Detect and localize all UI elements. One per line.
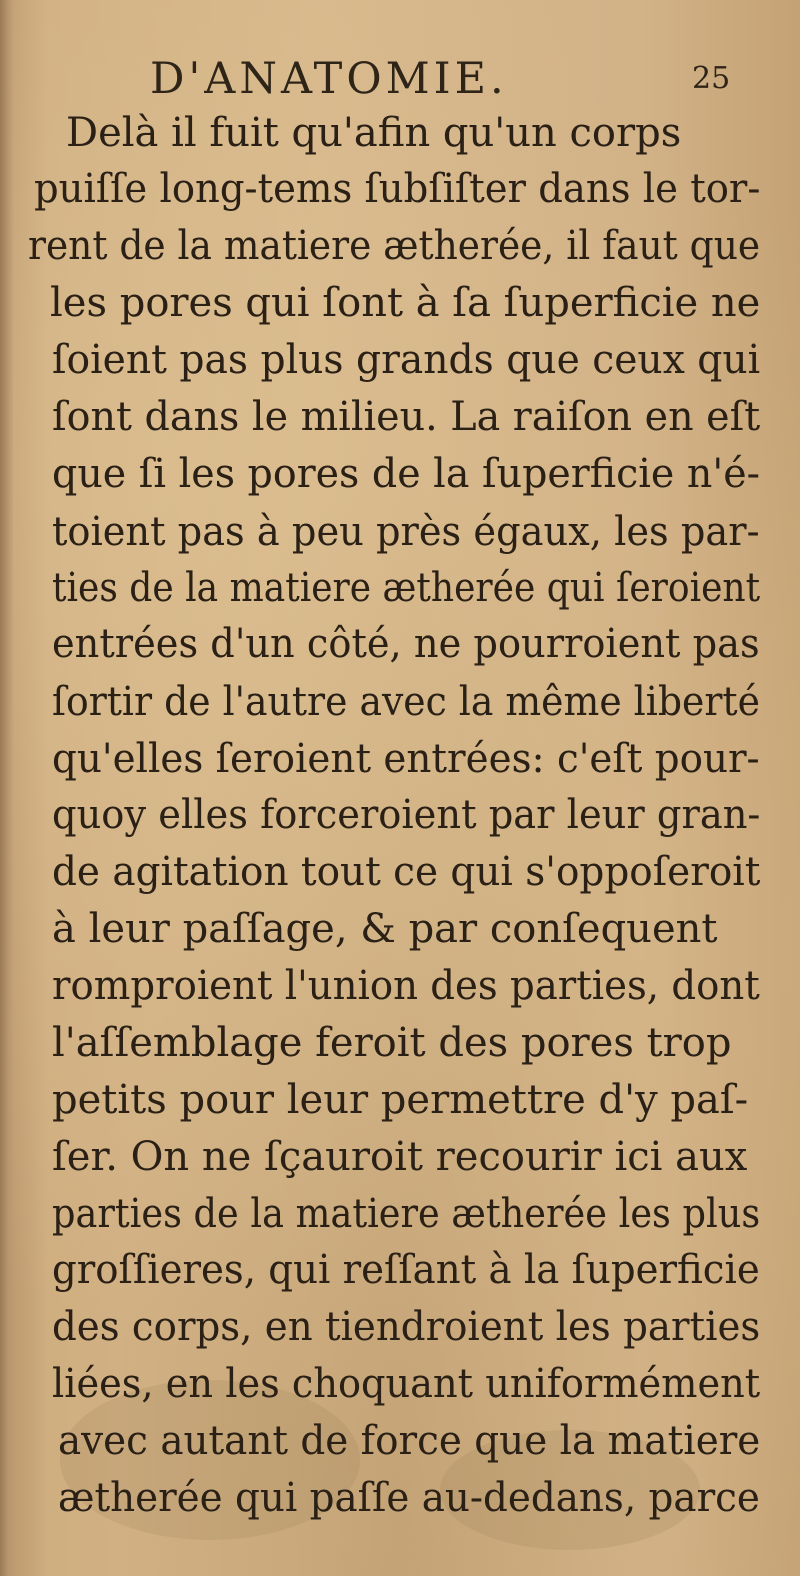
text-line: ætherée qui paſſe au-dedans, parce <box>58 1475 760 1521</box>
text-line: avec autant de force que la matiere <box>58 1418 761 1464</box>
text-line: qu'elles ſeroient entrées: c'eſt pour- <box>52 736 760 782</box>
text-line: de agitation tout ce qui s'oppoſeroit <box>52 849 761 895</box>
text-line: petits pour leur permettre d'y paſ- <box>52 1077 749 1123</box>
text-line: des corps, en tiendroient les parties <box>52 1304 761 1350</box>
text-line: que ſi les pores de la ſuperficie n'é- <box>52 451 760 497</box>
text-line: Delà il fuit qu'afin qu'un corps <box>66 110 682 156</box>
text-line: ſer. On ne ſçauroit recourir ici aux <box>52 1134 748 1180</box>
text-line: l'aſſemblage feroit des pores trop <box>52 1020 732 1066</box>
text-line: romproient l'union des parties, dont <box>52 963 760 1009</box>
text-line: ſont dans le milieu. La raiſon en eſt <box>52 394 761 440</box>
text-line: ſoient pas plus grands que ceux qui <box>52 337 761 383</box>
text-line: ties de la matiere ætherée qui ſeroient <box>52 565 761 611</box>
text-line: ſortir de l'autre avec la même liberté <box>52 679 760 725</box>
text-line: toient pas à peu près égaux, les par- <box>52 509 760 555</box>
text-line: les pores qui ſont à ſa ſuperficie ne <box>50 280 761 326</box>
page-header-title: D'ANATOMIE. <box>150 54 508 104</box>
text-line: quoy elles forceroient par leur gran- <box>52 792 761 838</box>
page-number: 25 <box>692 61 731 96</box>
text-line: entrées d'un côté, ne pourroient pas <box>52 621 760 667</box>
text-line: à leur paſſage, & par conſequent <box>52 906 718 952</box>
text-line: liées, en les choquant uniformément <box>52 1361 761 1407</box>
text-line: puiſſe long-tems ſubſiſter dans le tor- <box>34 166 761 212</box>
text-line: rent de la matiere ætherée, il faut que <box>28 223 761 269</box>
text-line: parties de la matiere ætherée les plus <box>52 1191 761 1237</box>
text-line: groſſieres, qui reſſant à la ſuperficie <box>52 1247 760 1293</box>
